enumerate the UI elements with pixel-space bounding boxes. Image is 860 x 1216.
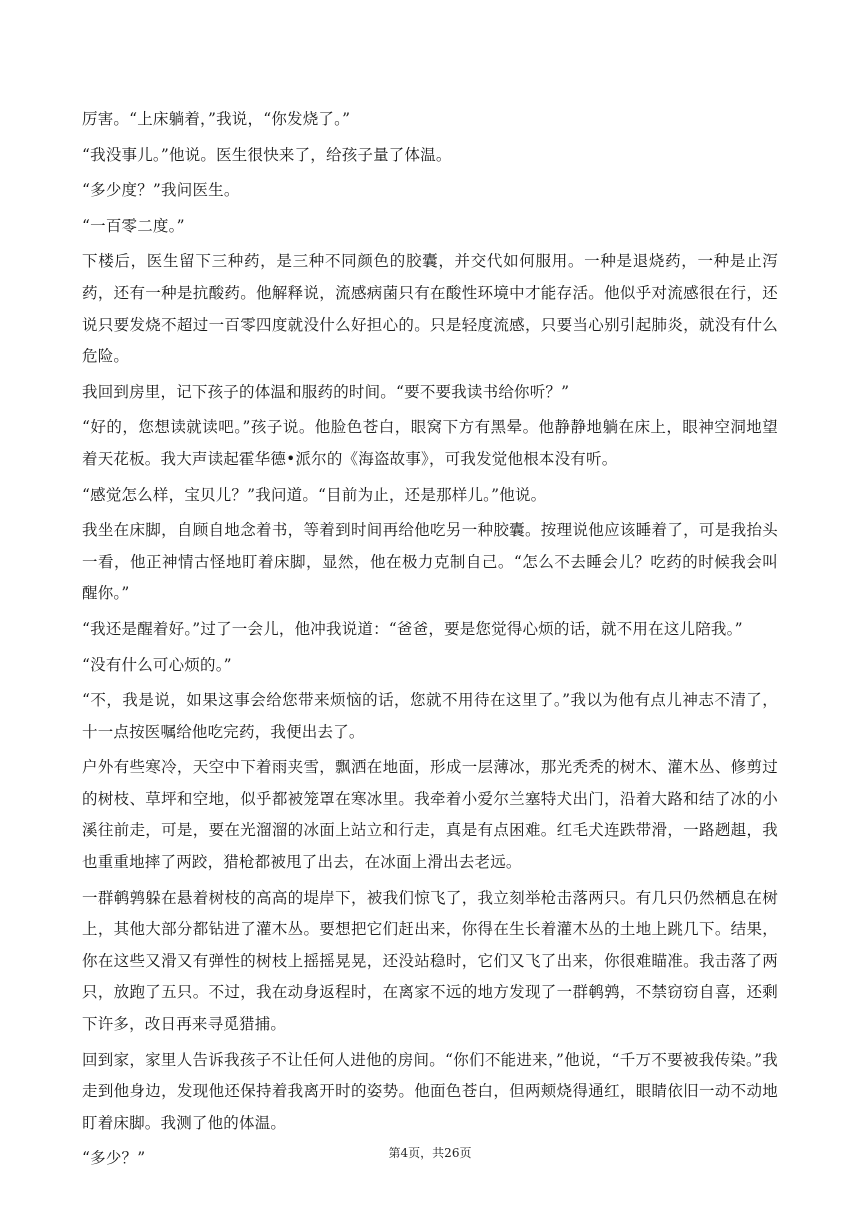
paragraph: 下楼后，医生留下三种药，是三种不同颜色的胶囊，并交代如何服用。一种是退烧药，一种是止泻药，还有一种是抗酸药。他解释说，流感病菌只有在酸性环境中才能存活。他似乎对流感很在行，还说只要发烧不超过一百零四度就没什么好担心的。只是轻度流感，只要当心别引起肺炎，就没有什么危险。 <box>82 252 778 366</box>
document-body <box>82 104 778 1179</box>
paragraph: 一群鹌鹑躲在悬着树枝的高高的堤岸下，被我们惊飞了，我立刻举枪击落两只。有几只仍然栖息在树上，其他大部分都钻进了灌木丛。要想把它们赶出来，你得在生长着灌木丛的土地上跳几下。结果，你在这些又滑又有弹性的树枝上摇摇晃晃，还没站稳时，它们又飞了出来，你很难瞄准。我击落了两只，放跑了五只。不过，我在动身返程时，在离家不远的地方发现了一群鹌鹑，不禁窃窃自喜，还剩下许多，改日再来寻觅猎捕。 <box>82 888 778 1034</box>
paragraph: 户外有些寒冷，天空中下着雨夹雪，飘洒在地面，形成一层薄冰，那光秃秃的树木、灌木丛、修剪过的树枝、草坪和空地，似乎都被笼罩在寒冰里。我牵着小爱尔兰塞特犬出门，沿着大路和结了冰的小溪往前走，可是，要在光溜溜的冰面上站立和行走，真是有点困难。红毛犬连跌带滑，一路趔趄，我也重重地摔了两跤，猎枪都被甩了出去，在冰面上滑出去老远。 <box>82 758 778 872</box>
paragraph: “我没事儿。”他说。医生很快来了，给孩子量了体温。 <box>82 145 452 164</box>
paragraph: “一百零二度。” <box>82 216 185 235</box>
paragraph: “感觉怎么样，宝贝儿？”我问道。“目前为止，还是那样儿。”他说。 <box>82 485 547 504</box>
paragraph: 我坐在床脚，自顾自地念着书，等着到时间再给他吃另一种胶囊。按理说他应该睡着了，可是我抬头一看，他正神情古怪地盯着床脚，显然，他在极力克制自己。“怎么不去睡会儿？吃药的时候我会叫醒你。” <box>82 521 778 603</box>
paragraph: “多少度？”我问医生。 <box>82 181 240 200</box>
paragraph: “不，我是说，如果这事会给您带来烦恼的话，您就不用待在这里了。”我以为他有点儿神志不清了，十一点按医嘱给他吃完药，我便出去了。 <box>82 691 778 741</box>
paragraph: “多少？” <box>82 1149 146 1168</box>
paragraph: “好的，您想读就读吧。”孩子说。他脸色苍白，眼窝下方有黑晕。他静静地躺在床上，眼神空洞地望着天花板。我大声读起霍华德•派尔的《海盗故事》，可我发觉他根本没有听。 <box>82 418 778 468</box>
paragraph: “我还是醒着好。”过了一会儿，他冲我说道：“爸爸，要是您觉得心烦的话，就不用在这儿陪我。” <box>82 619 743 638</box>
paragraph: “没有什么可心烦的。” <box>82 655 232 674</box>
paragraph: 回到家，家里人告诉我孩子不让任何人进他的房间。“你们不能进来，”他说，“千万不要被我传染。”我走到他身边，发现他还保持着我离开时的姿势。他面色苍白，但两颊烧得通红，眼睛依旧一动不动地盯着床脚。我测了他的体温。 <box>82 1050 778 1132</box>
page-footer: 第4页，共26页 <box>388 1146 472 1160</box>
paragraph: 我回到房里，记下孩子的体温和服药的时间。“要不要我读书给你听？” <box>82 382 570 401</box>
paragraph: 厉害。“上床躺着，”我说，“你发烧了。” <box>82 110 351 128</box>
